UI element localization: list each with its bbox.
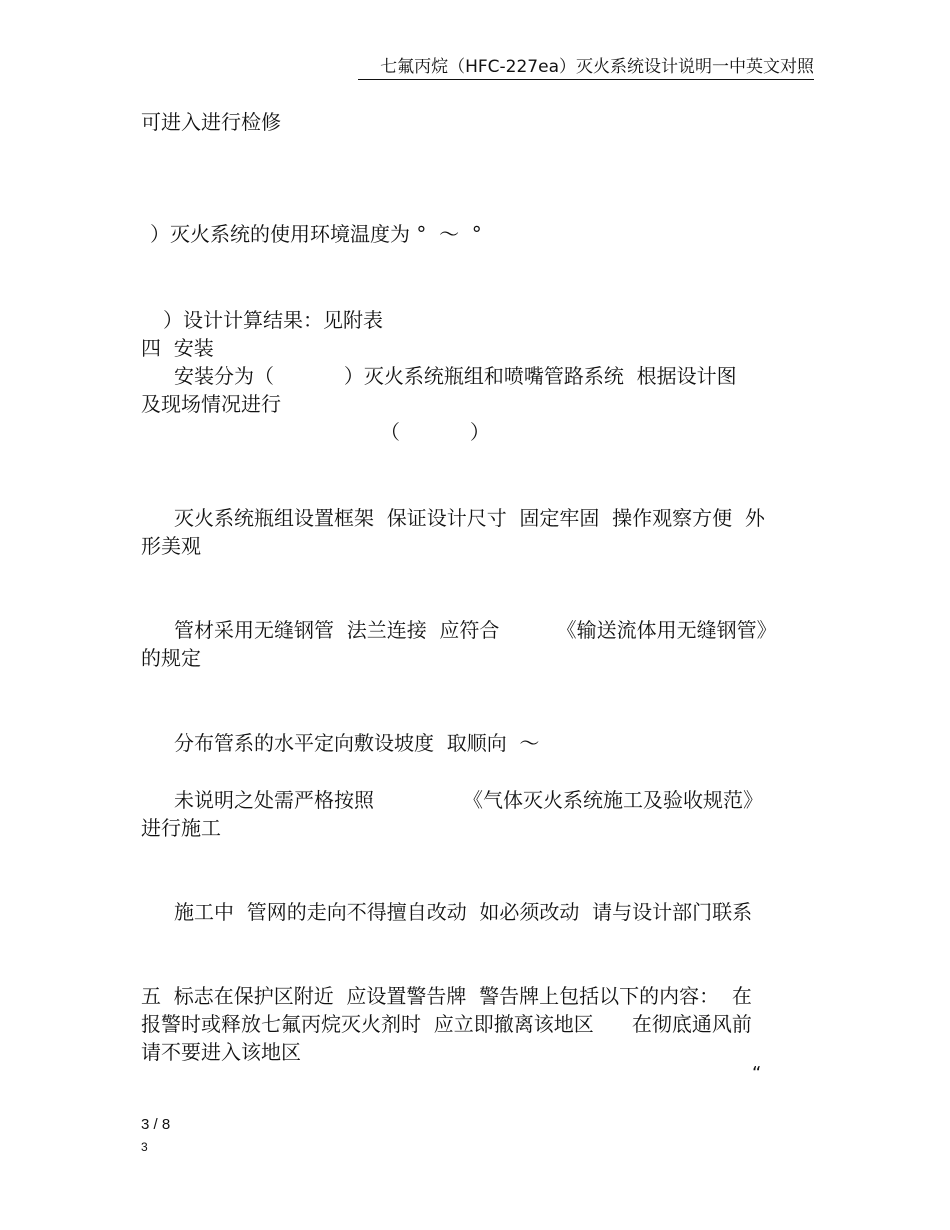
section-heading: 四 安装 — [141, 336, 214, 360]
page-number-small: 3 — [141, 1140, 148, 1154]
text-line: ）灭火系统的使用环境温度为 ° ～ ° — [150, 222, 482, 246]
quote-mark: “ — [752, 1063, 762, 1084]
text-line: ）设计计算结果：见附表 — [163, 308, 383, 332]
text-line: 的规定 — [141, 646, 201, 670]
text-line: 形美观 — [141, 534, 201, 558]
text-line: 安装分为（ ）灭火系统瓶组和喷嘴管路系统 根据设计图 — [174, 364, 737, 388]
text-line: 灭火系统瓶组设置框架 保证设计尺寸 固定牢固 操作观察方便 外 — [174, 506, 765, 530]
text-line: 未说明之处需严格按照 《气体灭火系统施工及验收规范》 — [174, 788, 764, 812]
text-line: 分布管系的水平定向敷设坡度 取顺向 ～ — [174, 731, 540, 755]
text-line: 及现场情况进行 — [141, 392, 281, 416]
section-heading: 五 标志在保护区附近 应设置警告牌 警告牌上包括以下的内容： 在 — [141, 984, 752, 1008]
text-line: 管材采用无缝钢管 法兰连接 应符合 《输送流体用无缝钢管》 — [174, 618, 777, 642]
text-line: （ ） — [380, 420, 490, 444]
text-line: 请不要进入该地区 — [141, 1040, 301, 1064]
page-header-title: 七氟丙烷（HFC-227ea）灭火系统设计说明一中英文对照 — [358, 52, 814, 80]
text-line: 可进入进行检修 — [141, 110, 281, 134]
page-number: 3 / 8 — [141, 1116, 171, 1133]
text-line: 施工中 管网的走向不得擅自改动 如必须改动 请与设计部门联系 — [174, 900, 753, 924]
text-line: 报警时或释放七氟丙烷灭火剂时 应立即撤离该地区 在彻底通风前 — [141, 1012, 752, 1036]
text-line: 进行施工 — [141, 816, 221, 840]
